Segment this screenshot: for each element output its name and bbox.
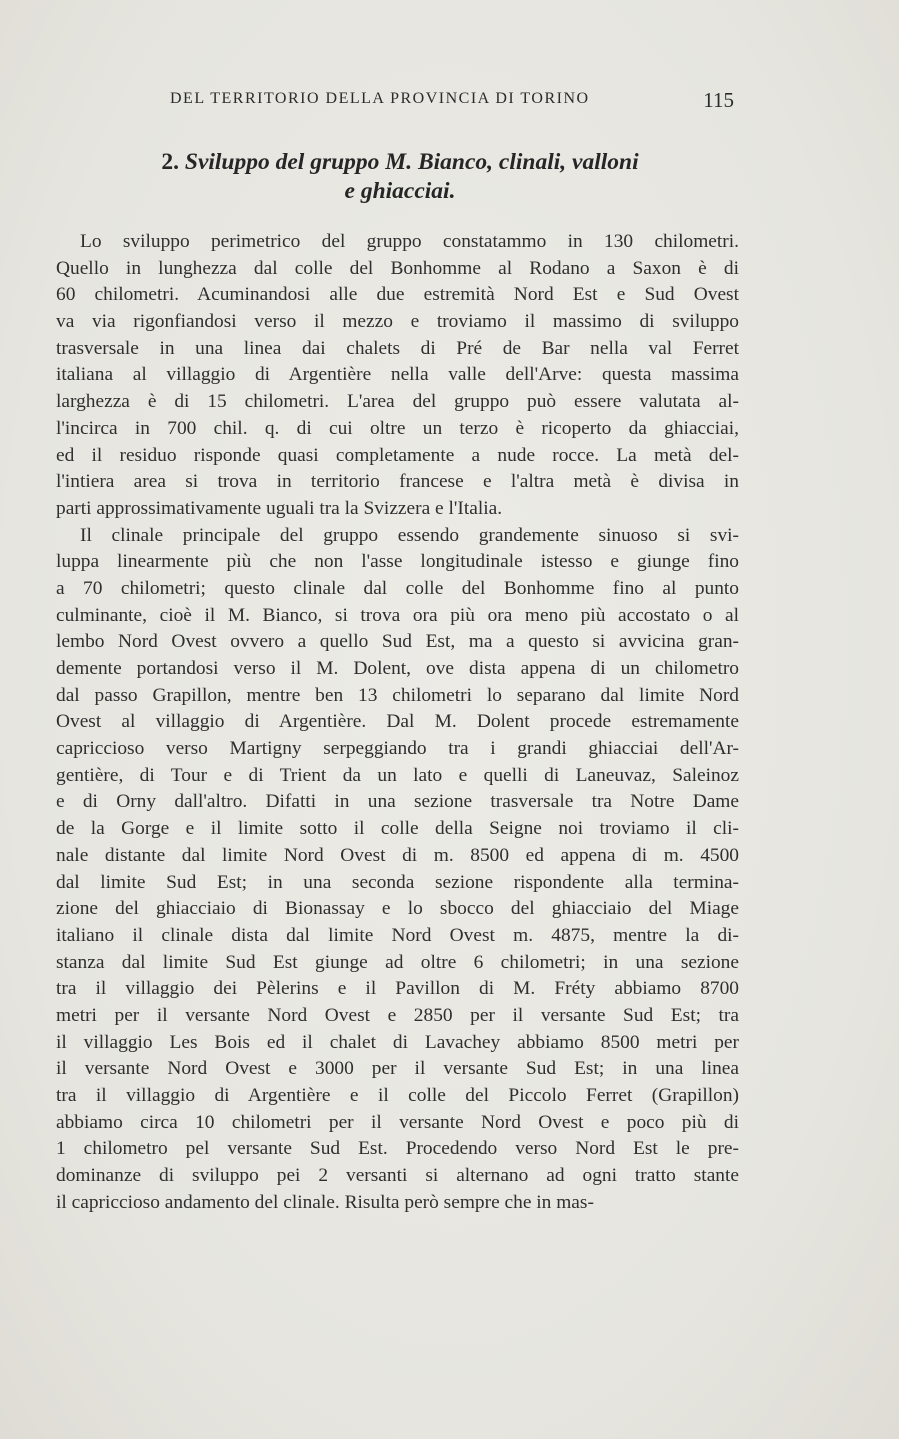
section-heading-line-1 [60, 148, 740, 177]
section-heading-line-2: e ghiacciai. [344, 178, 456, 204]
text-line: a 70 chilometri; questo clinale dal colle del Bonhomme fino al punto [56, 577, 739, 599]
text-line: Quello in lunghezza dal colle del Bonhomme al Rodano a Saxon è di [56, 257, 739, 279]
text-line: trasversale in una linea dai chalets di Pré de Bar nella val Ferret [56, 337, 739, 359]
running-head [170, 88, 740, 114]
text-line: 60 chilometri. Acuminandosi alle due estremità Nord Est e Sud Ovest [56, 284, 739, 306]
text-line: dal passo Grapillon, mentre ben 13 chilometri lo separano dal limite Nord [56, 684, 739, 706]
page-number: 115 [703, 88, 734, 112]
text-line: metri per il versante Nord Ovest e 2850 per il versante Sud Est; tra [56, 1004, 739, 1026]
body-text [56, 229, 739, 1216]
text-line: l'intiera area si trova in territorio francese e l'altra metà è divisa in [56, 471, 739, 493]
text-line: zione del ghiacciaio di Bionassay e lo sbocco del ghiacciaio del Miage [56, 898, 739, 920]
text-line: gentière, di Tour e di Trient da un lato e quelli di Laneuvaz, Saleinoz [56, 764, 739, 786]
text-line: italiano il clinale dista dal limite Nord Ovest m. 4875, mentre la di- [56, 924, 739, 946]
text-line: dal limite Sud Est; in una seconda sezione rispondente alla termina- [56, 871, 739, 893]
text-line: ed il residuo risponde quasi completamente a nude rocce. La metà del- [56, 444, 739, 466]
text-line: il capriccioso andamento del clinale. Risulta però sempre che in mas- [56, 1191, 594, 1213]
section-heading [60, 148, 740, 206]
section-title-part-1: Sviluppo del gruppo M. Bianco, clinali, valloni [184, 149, 639, 175]
text-line: l'incirca in 700 chil. q. di cui oltre un terzo è ricoperto da ghiacciai, [56, 417, 739, 439]
text-line: Il clinale principale del gruppo essendo grandemente sinuoso si svi- [80, 524, 739, 546]
text-line: capriccioso verso Martigny serpeggiando tra i grandi ghiacciai dell'Ar- [56, 738, 739, 760]
text-line: culminante, cioè il M. Bianco, si trova ora più ora meno più accostato o al [56, 604, 739, 626]
text-line: demente portandosi verso il M. Dolent, ove dista appena di un chilometro [56, 658, 739, 679]
text-line: luppa linearmente più che non l'asse longitudinale istesso e giunge fino [56, 551, 739, 573]
text-line: larghezza è di 15 chilometri. L'area del gruppo può essere valutata al- [56, 391, 739, 413]
text-line: italiana al villaggio di Argentière nella valle dell'Arve: questa massima [56, 364, 739, 386]
text-line: stanza dal limite Sud Est giunge ad oltre 6 chilometri; in una sezione [56, 951, 739, 973]
text-line: 1 chilometro pel versante Sud Est. Procedendo verso Nord Est le pre- [56, 1138, 739, 1160]
text-line: tra il villaggio di Argentière e il colle del Piccolo Ferret (Grapillon) [56, 1085, 739, 1106]
text-line: nale distante dal limite Nord Ovest di m. 8500 ed appena di m. 4500 [56, 844, 739, 866]
text-line: parti approssimativamente uguali tra la Svizzera e l'Italia. [56, 497, 503, 519]
running-title: DEL TERRITORIO DELLA PROVINCIA DI TORINO [170, 90, 590, 107]
text-line: il versante Nord Ovest e 3000 per il versante Sud Est; in una linea [56, 1058, 739, 1080]
paragraph [56, 229, 739, 523]
text-line: lembo Nord Ovest ovvero a quello Sud Est, ma a questo si avvicina gran- [56, 631, 739, 653]
text-line: de la Gorge e il limite sotto il colle della Seigne noi troviamo il cli- [56, 818, 739, 840]
section-number: 2. [161, 149, 179, 175]
text-line: Ovest al villaggio di Argentière. Dal M. Dolent procede estremamente [56, 711, 739, 733]
text-line: dominanze di sviluppo pei 2 versanti si alternano ad ogni tratto stante [56, 1165, 739, 1187]
text-line: e di Orny dall'altro. Difatti in una sezione trasversale tra Notre Dame [56, 791, 739, 813]
text-line: va via rigonfiandosi verso il mezzo e troviamo il massimo di sviluppo [56, 311, 739, 333]
text-line: abbiamo circa 10 chilometri per il versante Nord Ovest e poco più di [56, 1111, 739, 1133]
text-line: il villaggio Les Bois ed il chalet di Lavachey abbiamo 8500 metri per [56, 1031, 739, 1053]
paragraph [56, 523, 739, 1217]
text-line: Lo sviluppo perimetrico del gruppo constatammo in 130 chilometri. [80, 231, 739, 252]
text-line: tra il villaggio dei Pèlerins e il Pavillon di M. Fréty abbiamo 8700 [56, 978, 739, 1000]
